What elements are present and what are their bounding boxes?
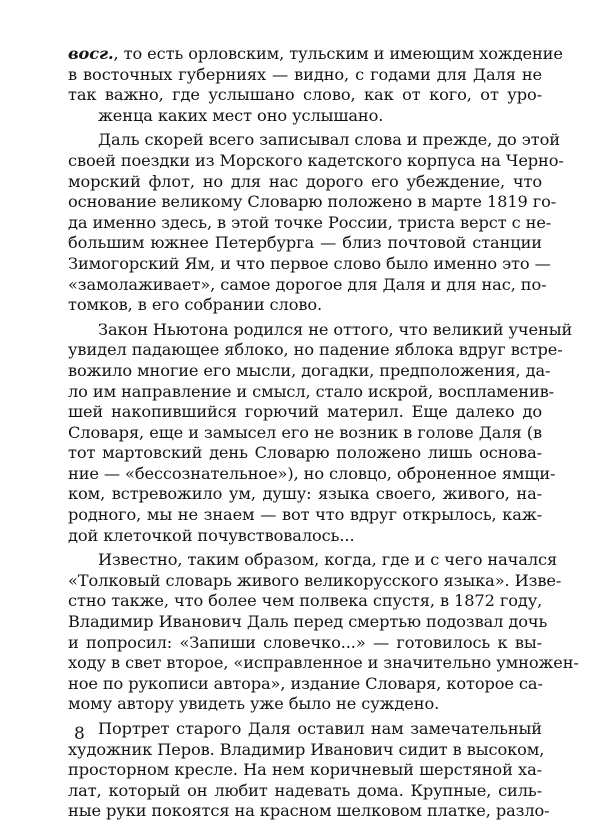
text-line: Портрет старого Даля оставил нам замечательный [98,719,542,738]
text-line: дой клеточкой почувствовалось... [68,525,355,545]
paragraph-5 [68,719,550,822]
text-line: ние — «бессознательное»), но словцо, оброненное ямщи- [68,463,556,483]
text-line: просторном кресле. На нем коричневый шерстяной ха- [68,760,542,780]
text-line: вожило многие его мысли, догадки, предположения, да- [68,360,551,380]
text-line: увидел падающее яблоко, но падение яблока вдруг встре- [68,340,563,360]
text-line: своей поездки из Морского кадетского корпуса на Черно- [68,150,564,170]
text-line: ные руки покоятся на красном шелковом платке, разло- [68,801,550,821]
body-text [68,44,579,826]
text-line: родного, мы не знаем — вот что вдруг открылось, каж- [68,505,542,525]
text-line: томков, в его собрании слово. [68,295,323,315]
text-line: основание великому Словарю положено в марте 1819 го- [68,192,557,212]
text-line: «замолаживает», самое дорогое для Даля и для нас, по- [68,274,547,294]
text-line: Словаря, еще и замысел его не возник в голове Даля (в [68,422,542,442]
text-line: ком, встревожило ум, душу: языка своего, живого, на- [68,484,542,504]
paragraph-1 [68,44,563,126]
text-line: ло им направление и смысл, стало искрой, воспламенив- [68,381,555,401]
text-line: лат, который он любит надевать дома. Крупные, силь- [68,780,542,800]
text-line: художник Перов. Владимир Иванович сидит в высоком, [68,739,545,759]
text-line: так важно, где услышано слово, как от кого, от уро- [68,85,542,105]
text-line: шей накопившийся горючий материл. Еще далеко до [68,402,542,422]
text-line: мому автору увидеть уже было не суждено. [68,694,440,714]
text-line: в восточных губерниях — видно, с годами для Даля не [68,64,542,84]
text-line: ходу в свет второе, «исправленное и значительно умножен- [68,653,579,673]
text-line: Даль скорей всего записывал слова и прежде, до этой [98,130,560,150]
text-line: стно также, что более чем полвека спустя, в 1872 году, [68,591,543,611]
text-line: Закон Ньютона родился не оттого, что великий ученый [98,319,573,339]
abbreviation: восг. [68,44,114,63]
text-line: ное по рукописи автора», издание Словаря, которое са- [68,673,543,693]
text-line: тот мартовский день Словарю положено лишь основа- [68,443,542,463]
text-line: женца каких мест оно услышано. [98,105,384,125]
paragraph-3 [68,319,573,547]
text-line: и попросил: «Запиши словечко...» — готовилось к вы- [68,632,542,652]
text-line: Зимогорский Ям, и что первое слово было именно это — [68,253,551,273]
text-line: Владимир Иванович Даль перед смертью подозвал дочь [68,612,548,632]
page-number: 8 [74,724,85,744]
paragraph-2 [68,130,564,315]
text-line: да именно здесь, в этой точке России, триста верст с не- [68,212,552,232]
text-line: морский флот, но для нас дорого его убеждение, что [68,171,542,191]
text-line: «Толковый словарь живого великорусского языка». Изве- [68,570,562,590]
text-line: Известно, таким образом, когда, где и с чего начался [98,550,558,570]
text-line: большим южнее Петербурга — близ почтовой станции [68,233,542,253]
paragraph-4 [68,550,579,715]
text-line: восг., то есть орловским, тульским и имеющим хождение [68,44,563,63]
